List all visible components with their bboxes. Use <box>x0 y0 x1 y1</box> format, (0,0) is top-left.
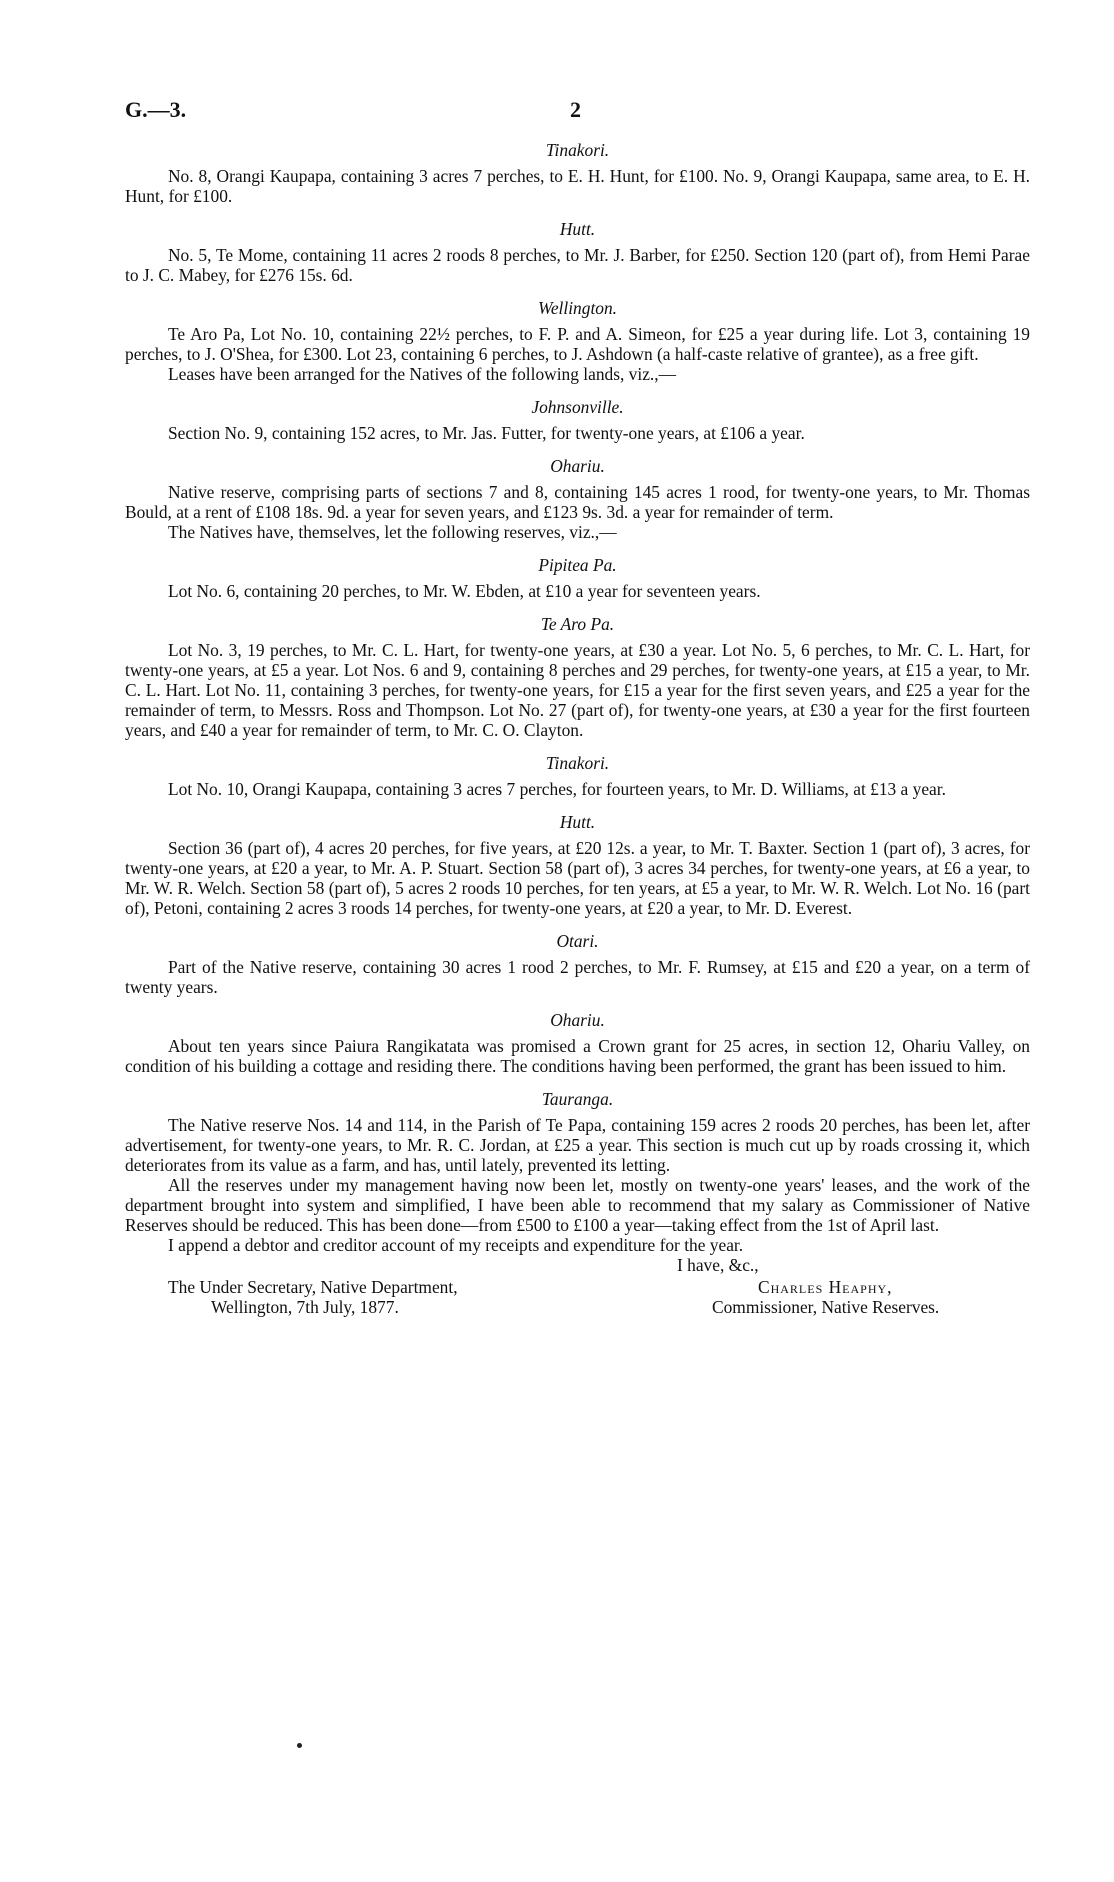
paragraph: Lot No. 6, containing 20 perches, to Mr. W. Ebden, at £10 a year for seventeen years. <box>168 581 761 601</box>
paragraph: No. 5, Te Mome, containing 11 acres 2 roods 8 perches, to Mr. J. Barber, for £250. Section 120 (part of), from Hemi Parae to J. C. Mabey, for £276 15s. 6d. <box>125 245 1030 285</box>
paragraph: I append a debtor and creditor account of my receipts and expenditure for the year. <box>168 1235 744 1255</box>
section-heading-otari: Otari. <box>556 931 599 951</box>
paragraph: About ten years since Paiura Rangikatata was promised a Crown grant for 25 acres, in section 12, Ohariu Valley, on condition of his building a cottage and residing there. The conditions having been performed, the grant has been issued to him. <box>125 1036 1030 1076</box>
page-header <box>125 97 1030 134</box>
paragraph: Part of the Native reserve, containing 30 acres 1 rood 2 perches, to Mr. F. Rumsey, at £15 and £20 a year, on a term of twenty years. <box>125 957 1030 997</box>
section-heading-pipitea-pa: Pipitea Pa. <box>538 555 617 575</box>
paragraph: The Native reserve Nos. 14 and 114, in the Parish of Te Papa, containing 159 acres 2 roods 20 perches, has been let, after advertisement, for twenty-one years, to Mr. R. C. Jordan, at £25 a year. This section is much cut up by roads crossing it, which deteriorates from its value as a farm, and has, until lately, prevented its letting. <box>125 1115 1030 1175</box>
section-heading-hutt: Hutt. <box>559 812 596 832</box>
section-heading-tauranga: Tauranga. <box>541 1089 614 1109</box>
signatory-name: Charles Heaphy, <box>758 1277 893 1297</box>
section-heading-tinakori: Tinakori. <box>545 753 610 773</box>
paragraph: Lot No. 3, 19 perches, to Mr. C. L. Hart, for twenty-one years, at £30 a year. Lot No. 5, 6 perches, to Mr. C. L. Hart, for twenty-one years, at £5 a year. Lot Nos. 6 and 9, containing 8 perches and 29 perches, for twenty-one years, at £15 a year, to Mr. C. L. Hart. Lot No. 11, containing 3 perches, for twenty-one years, for £15 a year for the first seven years, and £25 a year for the remainder of term, to Messrs. Ross and Thompson. Lot No. 27 (part of), for twenty-one years, at £30 a year for the first fourteen years, and £40 a year for remainder of term, to Mr. C. O. Clayton. <box>125 640 1030 740</box>
addressee-line: The Under Secretary, Native Department, <box>168 1277 458 1297</box>
signatory-title: Commissioner, Native Reserves. <box>712 1297 940 1317</box>
section-heading-wellington: Wellington. <box>537 298 618 318</box>
section-heading-te-aro-pa: Te Aro Pa. <box>540 614 615 634</box>
section-heading-ohariu: Ohariu. <box>550 456 605 476</box>
paragraph: Section No. 9, containing 152 acres, to Mr. Jas. Futter, for twenty-one years, at £106 a year. <box>168 423 805 443</box>
page-number: 2 <box>570 97 581 122</box>
letter-closing <box>125 1255 1030 1325</box>
section-heading-tinakori: Tinakori. <box>545 140 610 160</box>
paragraph: Te Aro Pa, Lot No. 10, containing 22½ perches, to F. P. and A. Simeon, for £25 a year during life. Lot 3, containing 19 perches, to J. O'Shea, for £300. Lot 23, containing 6 perches, to J. Ashdown (a half-caste relative of grantee), as a free gift. <box>125 324 1030 364</box>
paragraph: Section 36 (part of), 4 acres 20 perches, for five years, at £20 12s. a year, to Mr. T. Baxter. Section 1 (part of), 3 acres, for twenty-one years, at £20 a year, to Mr. A. P. Stuart. Section 58 (part of), 3 acres 34 perches, for twenty-one years, at £6 a year, to Mr. W. R. Welch. Section 58 (part of), 5 acres 2 roods 10 perches, for ten years, at £5 a year, to Mr. W. R. Welch. Lot No. 16 (part of), Petoni, containing 2 acres 3 roods 14 perches, for twenty-one years, at £20 a year, to Mr. D. Everest. <box>125 838 1030 918</box>
document-page <box>125 97 1030 1325</box>
section-heading-ohariu: Ohariu. <box>550 1010 605 1030</box>
section-heading-johnsonville: Johnsonville. <box>531 397 624 417</box>
ink-speck <box>297 1743 302 1748</box>
section-heading-hutt: Hutt. <box>559 219 596 239</box>
paragraph: The Natives have, themselves, let the following reserves, viz.,— <box>168 522 617 542</box>
document-reference: G.—3. <box>125 97 187 122</box>
paragraph: Native reserve, comprising parts of sections 7 and 8, containing 145 acres 1 rood, for twenty-one years, to Mr. Thomas Bould, at a rent of £108 18s. 9d. a year for seven years, and £123 9s. 3d. a year for remainder of term. <box>125 482 1030 522</box>
paragraph: All the reserves under my management having now been let, mostly on twenty-one years' leases, and the work of the department brought into system and simplified, I have been able to recommend that my salary as Commissioner of Native Reserves should be reduced. This has been done—from £500 to £100 a year—taking effect from the 1st of April last. <box>125 1175 1030 1235</box>
salutation: I have, &c., <box>677 1255 759 1275</box>
paragraph: Lot No. 10, Orangi Kaupapa, containing 3 acres 7 perches, for fourteen years, to Mr. D. Williams, at £13 a year. <box>168 779 946 799</box>
paragraph: Leases have been arranged for the Natives of the following lands, viz.,— <box>168 364 677 384</box>
addressee-place-date: Wellington, 7th July, 1877. <box>211 1297 399 1317</box>
paragraph: No. 8, Orangi Kaupapa, containing 3 acres 7 perches, to E. H. Hunt, for £100. No. 9, Orangi Kaupapa, same area, to E. H. Hunt, for £100. <box>125 166 1030 206</box>
